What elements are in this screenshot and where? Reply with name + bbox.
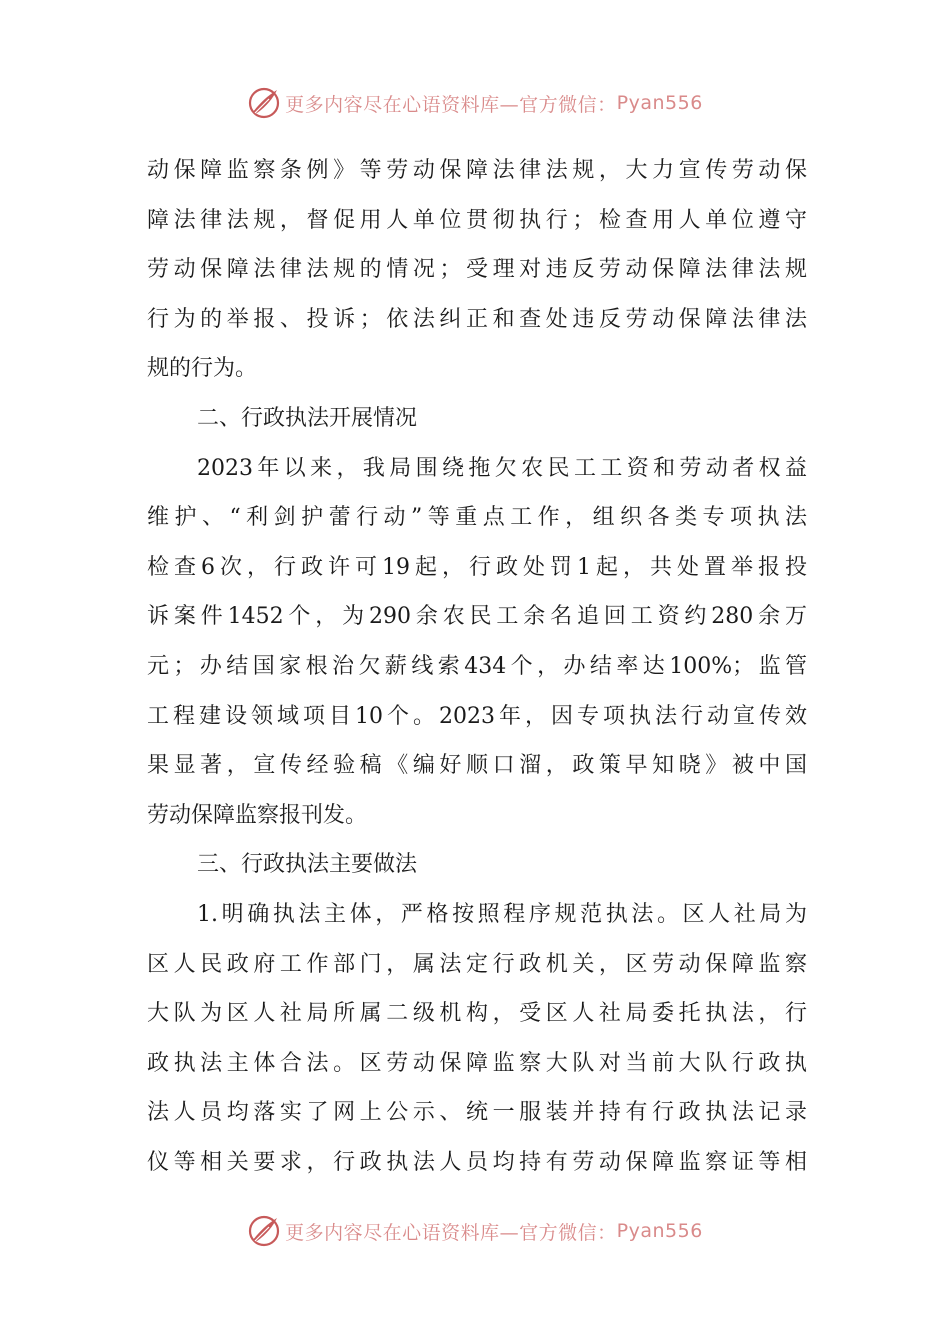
text-line: 元；办结国家根治欠薪线索434个，办结率达100%；监管: [147, 653, 807, 679]
section-heading: 二、行政执法开展情况: [197, 405, 418, 431]
watermark-text: 更多内容尽在心语资料库—官方微信：: [285, 1221, 617, 1244]
text-line: 障法律法规，督促用人单位贯彻执行；检查用人单位遵守: [147, 207, 807, 233]
section-heading: 三、行政执法主要做法: [197, 852, 418, 878]
text-line: 果显著，宣传经验稿《编好顺口溜，政策早知晓》被中国: [147, 753, 807, 779]
text-line: 规的行为。: [147, 356, 258, 382]
text-line: 劳动保障监察报刊发。: [147, 802, 368, 828]
text-line: 检查6次，行政许可19起，行政处罚1起，共处置举报投: [147, 554, 807, 580]
footer-watermark: [0, 1211, 950, 1251]
text-line: 诉案件1452个，为290余农民工余名追回工资约280余万: [147, 604, 807, 630]
text-line: 大队为区人社局所属二级机构，受区人社局委托执法，行: [147, 1001, 807, 1027]
document-body: [147, 146, 807, 1187]
text-line: 劳动保障法律法规的情况；受理对违反劳动保障法律法规: [147, 257, 807, 283]
header-watermark: [0, 83, 950, 123]
text-line: 2023年以来，我局围绕拖欠农民工工资和劳动者权益: [197, 455, 807, 481]
watermark-wechat-id: Pyan556: [616, 92, 703, 114]
text-line: 仪等相关要求，行政执法人员均持有劳动保障监察证等相: [147, 1149, 807, 1175]
text-line: 1.明确执法主体，严格按照程序规范执法。区人社局为: [197, 901, 807, 927]
quill-logo-icon: [247, 86, 281, 120]
text-line: 区人民政府工作部门，属法定行政机关，区劳动保障监察: [147, 951, 807, 977]
watermark-wechat-id: Pyan556: [616, 1220, 703, 1242]
text-line: 工程建设领域项目10个。2023年，因专项执法行动宣传效: [147, 703, 807, 729]
text-line: 维护、“利剑护蕾行动”等重点工作，组织各类专项执法: [147, 505, 807, 531]
text-line: 行为的举报、投诉；依法纠正和查处违反劳动保障法律法: [147, 306, 807, 332]
text-line: 政执法主体合法。区劳动保障监察大队对当前大队行政执: [147, 1050, 807, 1076]
text-line: 动保障监察条例》等劳动保障法律法规，大力宣传劳动保: [147, 158, 807, 183]
watermark-text: 更多内容尽在心语资料库—官方微信：: [285, 93, 617, 116]
quill-logo-icon: [247, 1214, 281, 1248]
text-line: 法人员均落实了网上公示、统一服装并持有行政执法记录: [147, 1100, 807, 1126]
